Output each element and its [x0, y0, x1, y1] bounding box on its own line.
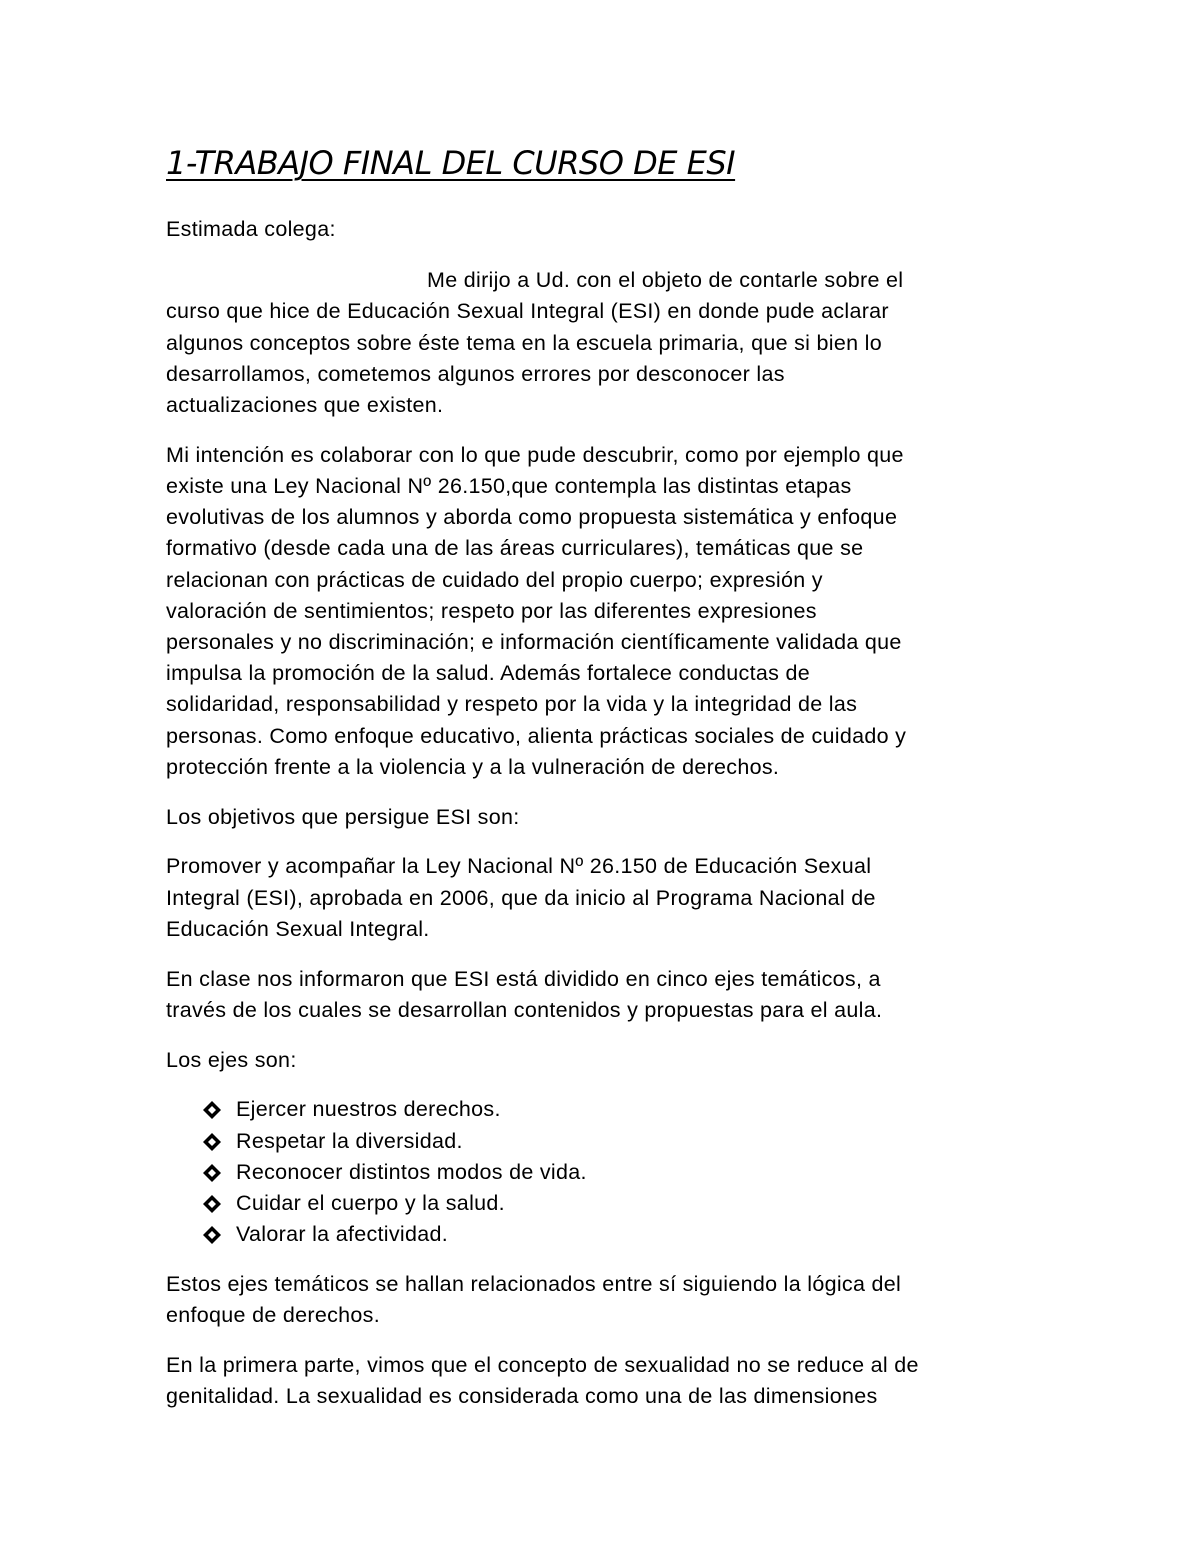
axis-label: Ejercer nuestros derechos.	[236, 1097, 501, 1122]
paragraph-line: En clase nos informaron que ESI está dividido en cinco ejes temáticos, a	[166, 966, 881, 991]
axis-label: Reconocer distintos modos de vida.	[236, 1159, 587, 1184]
paragraph-line: Mi intención es colaborar con lo que pude descubrir, como por ejemplo que	[166, 442, 904, 467]
axis-label: Respetar la diversidad.	[236, 1128, 463, 1153]
paragraph-axes-info	[166, 964, 1036, 1026]
paragraph-line: impulsa la promoción de la salud. Además fortalece conductas de	[166, 661, 810, 686]
paragraph-intro	[166, 265, 1036, 421]
list-item	[203, 1188, 1036, 1219]
paragraph-line: relacionan con prácticas de cuidado del propio cuerpo; expresión y	[166, 567, 823, 592]
paragraph-line: desarrollamos, cometemos algunos errores por desconocer las	[166, 361, 785, 386]
paragraph-axes-logic	[166, 1269, 1036, 1331]
paragraph-line: En la primera parte, vimos que el concepto de sexualidad no se reduce al de	[166, 1353, 919, 1378]
paragraph-line: través de los cuales se desarrollan contenidos y propuestas para el aula.	[166, 997, 883, 1022]
paragraph-line: personas. Como enfoque educativo, alienta prácticas sociales de cuidado y	[166, 723, 907, 748]
paragraph-promote	[166, 851, 1036, 945]
paragraph-line: Me dirijo a Ud. con el objeto de contarle sobre el	[427, 268, 904, 293]
paragraph-line: solidaridad, responsabilidad y respeto por la vida y la integridad de las	[166, 692, 858, 717]
document-body	[166, 214, 1036, 1431]
paragraph-line: algunos conceptos sobre éste tema en la escuela primaria, que si bien lo	[166, 330, 882, 355]
diamond-bullet-icon	[203, 1195, 221, 1213]
diamond-bullet-icon	[203, 1133, 221, 1151]
paragraph-line: enfoque de derechos.	[166, 1303, 380, 1328]
paragraph-line: Educación Sexual Integral.	[166, 916, 430, 941]
paragraph-line: personales y no discriminación; e información científicamente validada que	[166, 630, 902, 655]
paragraph-line: valoración de sentimientos; respeto por las diferentes expresiones	[166, 598, 817, 623]
axes-intro: Los ejes son:	[166, 1047, 297, 1072]
objectives-intro: Los objetivos que persigue ESI son:	[166, 804, 520, 829]
paragraph-line: actualizaciones que existen.	[166, 393, 444, 418]
paragraph-line: Promover y acompañar la Ley Nacional Nº 26.150 de Educación Sexual	[166, 854, 872, 879]
paragraph-line: formativo (desde cada una de las áreas curriculares), temáticas que se	[166, 536, 864, 561]
paragraph-line: Integral (ESI), aprobada en 2006, que da inicio al Programa Nacional de	[166, 885, 876, 910]
paragraph-line: genitalidad. La sexualidad es considerada como una de las dimensiones	[166, 1384, 878, 1409]
list-item	[203, 1094, 1036, 1125]
paragraph-law	[166, 440, 1036, 783]
paragraph-line: curso que hice de Educación Sexual Integral (ESI) en donde pude aclarar	[166, 299, 889, 324]
paragraph-line: evolutivas de los alumnos y aborda como propuesta sistemática y enfoque	[166, 505, 898, 530]
axis-label: Valorar la afectividad.	[236, 1222, 449, 1247]
list-item	[203, 1157, 1036, 1188]
paragraph-line: Estos ejes temáticos se hallan relacionados entre sí siguiendo la lógica del	[166, 1272, 902, 1297]
greeting: Estimada colega:	[166, 217, 336, 241]
diamond-bullet-icon	[203, 1101, 221, 1119]
document-title: 1-TRABAJO FINAL DEL CURSO DE ESI	[166, 144, 736, 182]
paragraph-line: protección frente a la violencia y a la vulneración de derechos.	[166, 754, 780, 779]
paragraph-line: existe una Ley Nacional Nº 26.150,que contempla las distintas etapas	[166, 474, 852, 499]
list-item	[203, 1219, 1036, 1250]
axes-list	[166, 1094, 1036, 1250]
diamond-bullet-icon	[203, 1226, 221, 1244]
diamond-bullet-icon	[203, 1164, 221, 1182]
list-item	[203, 1126, 1036, 1157]
paragraph-sexuality	[166, 1350, 1036, 1412]
axis-label: Cuidar el cuerpo y la salud.	[236, 1191, 505, 1216]
